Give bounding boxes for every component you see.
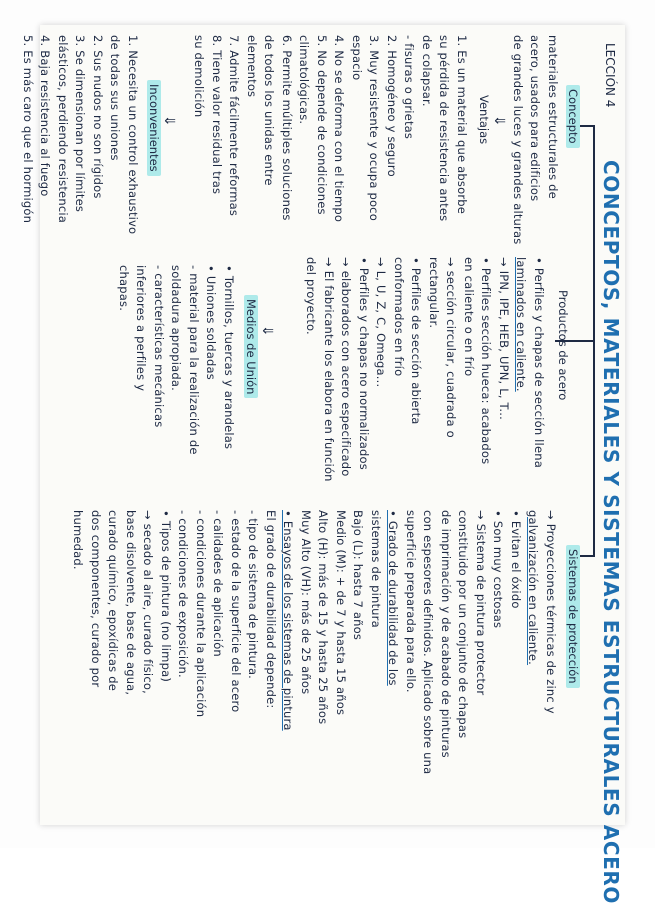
proteccion-list — [69, 510, 559, 774]
list-line: • Grado de durabilidad de los — [386, 510, 401, 686]
list-line: - características mecánicas — [152, 265, 166, 428]
list-line: El grado de durabilidad depende: — [264, 510, 278, 709]
list-line: conformados en frío — [392, 257, 406, 377]
list-line: de todas sus uniones — [108, 35, 123, 161]
down-arrow-icon: ⇓ — [491, 115, 507, 127]
list-line: • Son muy costosas — [491, 510, 506, 629]
page-title: CONCEPTOS, MATERIALES Y SISTEMAS ESTRUCTURALES ACERO — [599, 160, 623, 904]
list-line: - estado de la superficie del acero — [229, 510, 243, 713]
proteccion-heading: Sistemas de protección — [566, 545, 580, 688]
inconvenientes-list — [19, 35, 142, 234]
list-line: 6. Permite múltiples soluciones — [280, 35, 294, 221]
list-line: - condiciones durante la aplicación — [194, 510, 208, 718]
list-line: • Perfiles sección hueca: acabados — [479, 257, 494, 465]
list-line: de imprimación y de acabado de pinturas — [439, 510, 453, 758]
list-line: en caliente o en frío — [462, 257, 476, 377]
list-line: chapas. — [117, 265, 131, 312]
list-line: - material para la realización de — [187, 265, 201, 455]
list-line: galvanización en caliente. — [526, 510, 541, 666]
list-line: • Perfiles de sección abierta — [409, 257, 424, 425]
list-line: → IPN, IPE, HEB, UPN, L, T... — [497, 257, 511, 420]
list-line: soldadura apropiada. — [169, 265, 184, 391]
list-line: • Tornillos, tuercas y arandelas — [222, 265, 236, 450]
list-item — [400, 35, 470, 245]
list-line: → elaborados con acero especificado — [339, 257, 354, 477]
list-item — [348, 35, 383, 245]
list-line: de colapsar. — [420, 35, 434, 107]
list-line: → L, U, Z, C, Omega... — [374, 257, 389, 388]
list-item — [243, 35, 296, 245]
list-line: 1. Es un material que absorbe — [455, 35, 469, 215]
list-line: • Uniones soldadas — [204, 265, 219, 380]
list-line: 8. Tiene valor residual tras — [210, 35, 224, 195]
list-item — [225, 35, 243, 245]
handwritten-notes — [21, 25, 625, 904]
list-line: Medio (M): + de 7 y hasta 15 años — [334, 510, 348, 716]
down-arrow-icon: ⇓ — [259, 325, 275, 337]
list-line: humedad. — [71, 510, 86, 570]
list-line: 4. Baja resistencia al fuego — [38, 35, 53, 197]
list-line: 7. Admite fácilmente reformas — [227, 35, 242, 217]
list-line: inferiores a perfiles y — [134, 265, 149, 392]
list-line: Muy Alto (VH): más de 25 años — [299, 510, 313, 695]
list-line: curado químico, epoxídicas de — [106, 510, 121, 691]
list-line: climatológicas. — [297, 35, 312, 125]
list-line: 2. Homogéneo y seguro — [385, 35, 399, 177]
list-line: 3. Muy resistente y ocupa poco — [367, 35, 382, 221]
list-line: • Ensayos de los sistemas de pintura — [281, 510, 296, 731]
concepto-line: de grandes luces y grandes alturas — [511, 35, 525, 245]
list-line: - fisuras o grietas — [402, 35, 417, 140]
list-line: espacio — [350, 35, 364, 81]
productos-heading: Productos de acero — [556, 290, 570, 401]
list-line: base disolvente, base de agua, — [124, 510, 138, 696]
list-line: 1. Necesita un control exhaustivo — [126, 35, 140, 235]
list-line: → El fabricante los elabora en función — [322, 257, 336, 482]
list-item — [190, 35, 225, 245]
list-line: → sección circular, cuadrada o — [444, 257, 459, 438]
list-line: - condiciones de exposición. — [176, 510, 191, 678]
list-line: → Sistema de pintura protector — [474, 510, 488, 696]
list-line: laminados en caliente. — [514, 257, 529, 392]
list-line: Bajo (L): hasta 7 años — [351, 510, 366, 641]
list-line: superficie preparada para ello. — [404, 510, 418, 693]
down-arrow-icon: ⇓ — [161, 115, 177, 127]
list-line: - tipo de sistema de pintura. — [246, 510, 261, 680]
list-line: su demolición — [192, 35, 207, 118]
ventajas-heading: Ventajas — [477, 95, 491, 145]
list-item — [295, 35, 330, 245]
list-line: • Perfiles y chapas no normalizados — [357, 257, 371, 470]
list-line: 4. No se deforma con el tiempo — [332, 35, 347, 223]
list-line: dos componentes, curado por — [89, 510, 103, 688]
list-line: elásticos, perdiendo resistencia — [56, 35, 70, 223]
list-line: del proyecto. — [304, 257, 319, 335]
list-line: Alto (H): más de 15 y hasta 25 años — [316, 510, 331, 725]
list-line: su pérdida de resistencia antes — [437, 35, 452, 222]
list-line: 5. Es más caro que el hormigón — [21, 35, 35, 224]
list-line: constituido por un conjunto de chapas — [456, 510, 471, 739]
medios-list — [115, 265, 238, 455]
concepto-line: acero, usados para edificios — [528, 35, 543, 202]
list-line: → Proyecciones térmicas de zinc y — [544, 510, 558, 714]
list-line: • Tipos de pintura (no limpa) — [159, 510, 173, 683]
list-line: 2. Sus nudos no son rígidos — [91, 35, 105, 199]
medios-heading: Medios de Unión — [244, 295, 258, 398]
list-item — [383, 35, 401, 245]
list-item — [330, 35, 348, 245]
list-line: de todos los unidas entre elementos — [245, 35, 277, 186]
list-line: rectangular. — [427, 257, 441, 329]
list-line: • Evitan el óxido — [509, 510, 523, 609]
list-line: 3. Se dimensionan por límites — [73, 35, 88, 213]
productos-list — [302, 257, 547, 482]
concepto-text — [509, 35, 562, 244]
list-line: sistemas de pintura — [369, 510, 383, 628]
list-line: - calidades de aplicación — [211, 510, 226, 657]
list-line: 5. No depende de condiciones — [315, 35, 329, 215]
lesson-label: LECCIÓN 4 — [603, 43, 617, 108]
concepto-line: materiales estructurales de — [546, 35, 560, 199]
list-line: → secado al aire, curado físico, — [141, 510, 156, 694]
ventajas-list — [190, 35, 470, 245]
concepto-heading: Concepto — [566, 85, 580, 148]
list-line: • Perfiles y chapas de sección llena — [532, 257, 546, 468]
inconvenientes-heading: Inconvenientes — [147, 80, 161, 176]
list-line: con espesores definidos. Aplicado sobre una — [421, 510, 436, 775]
